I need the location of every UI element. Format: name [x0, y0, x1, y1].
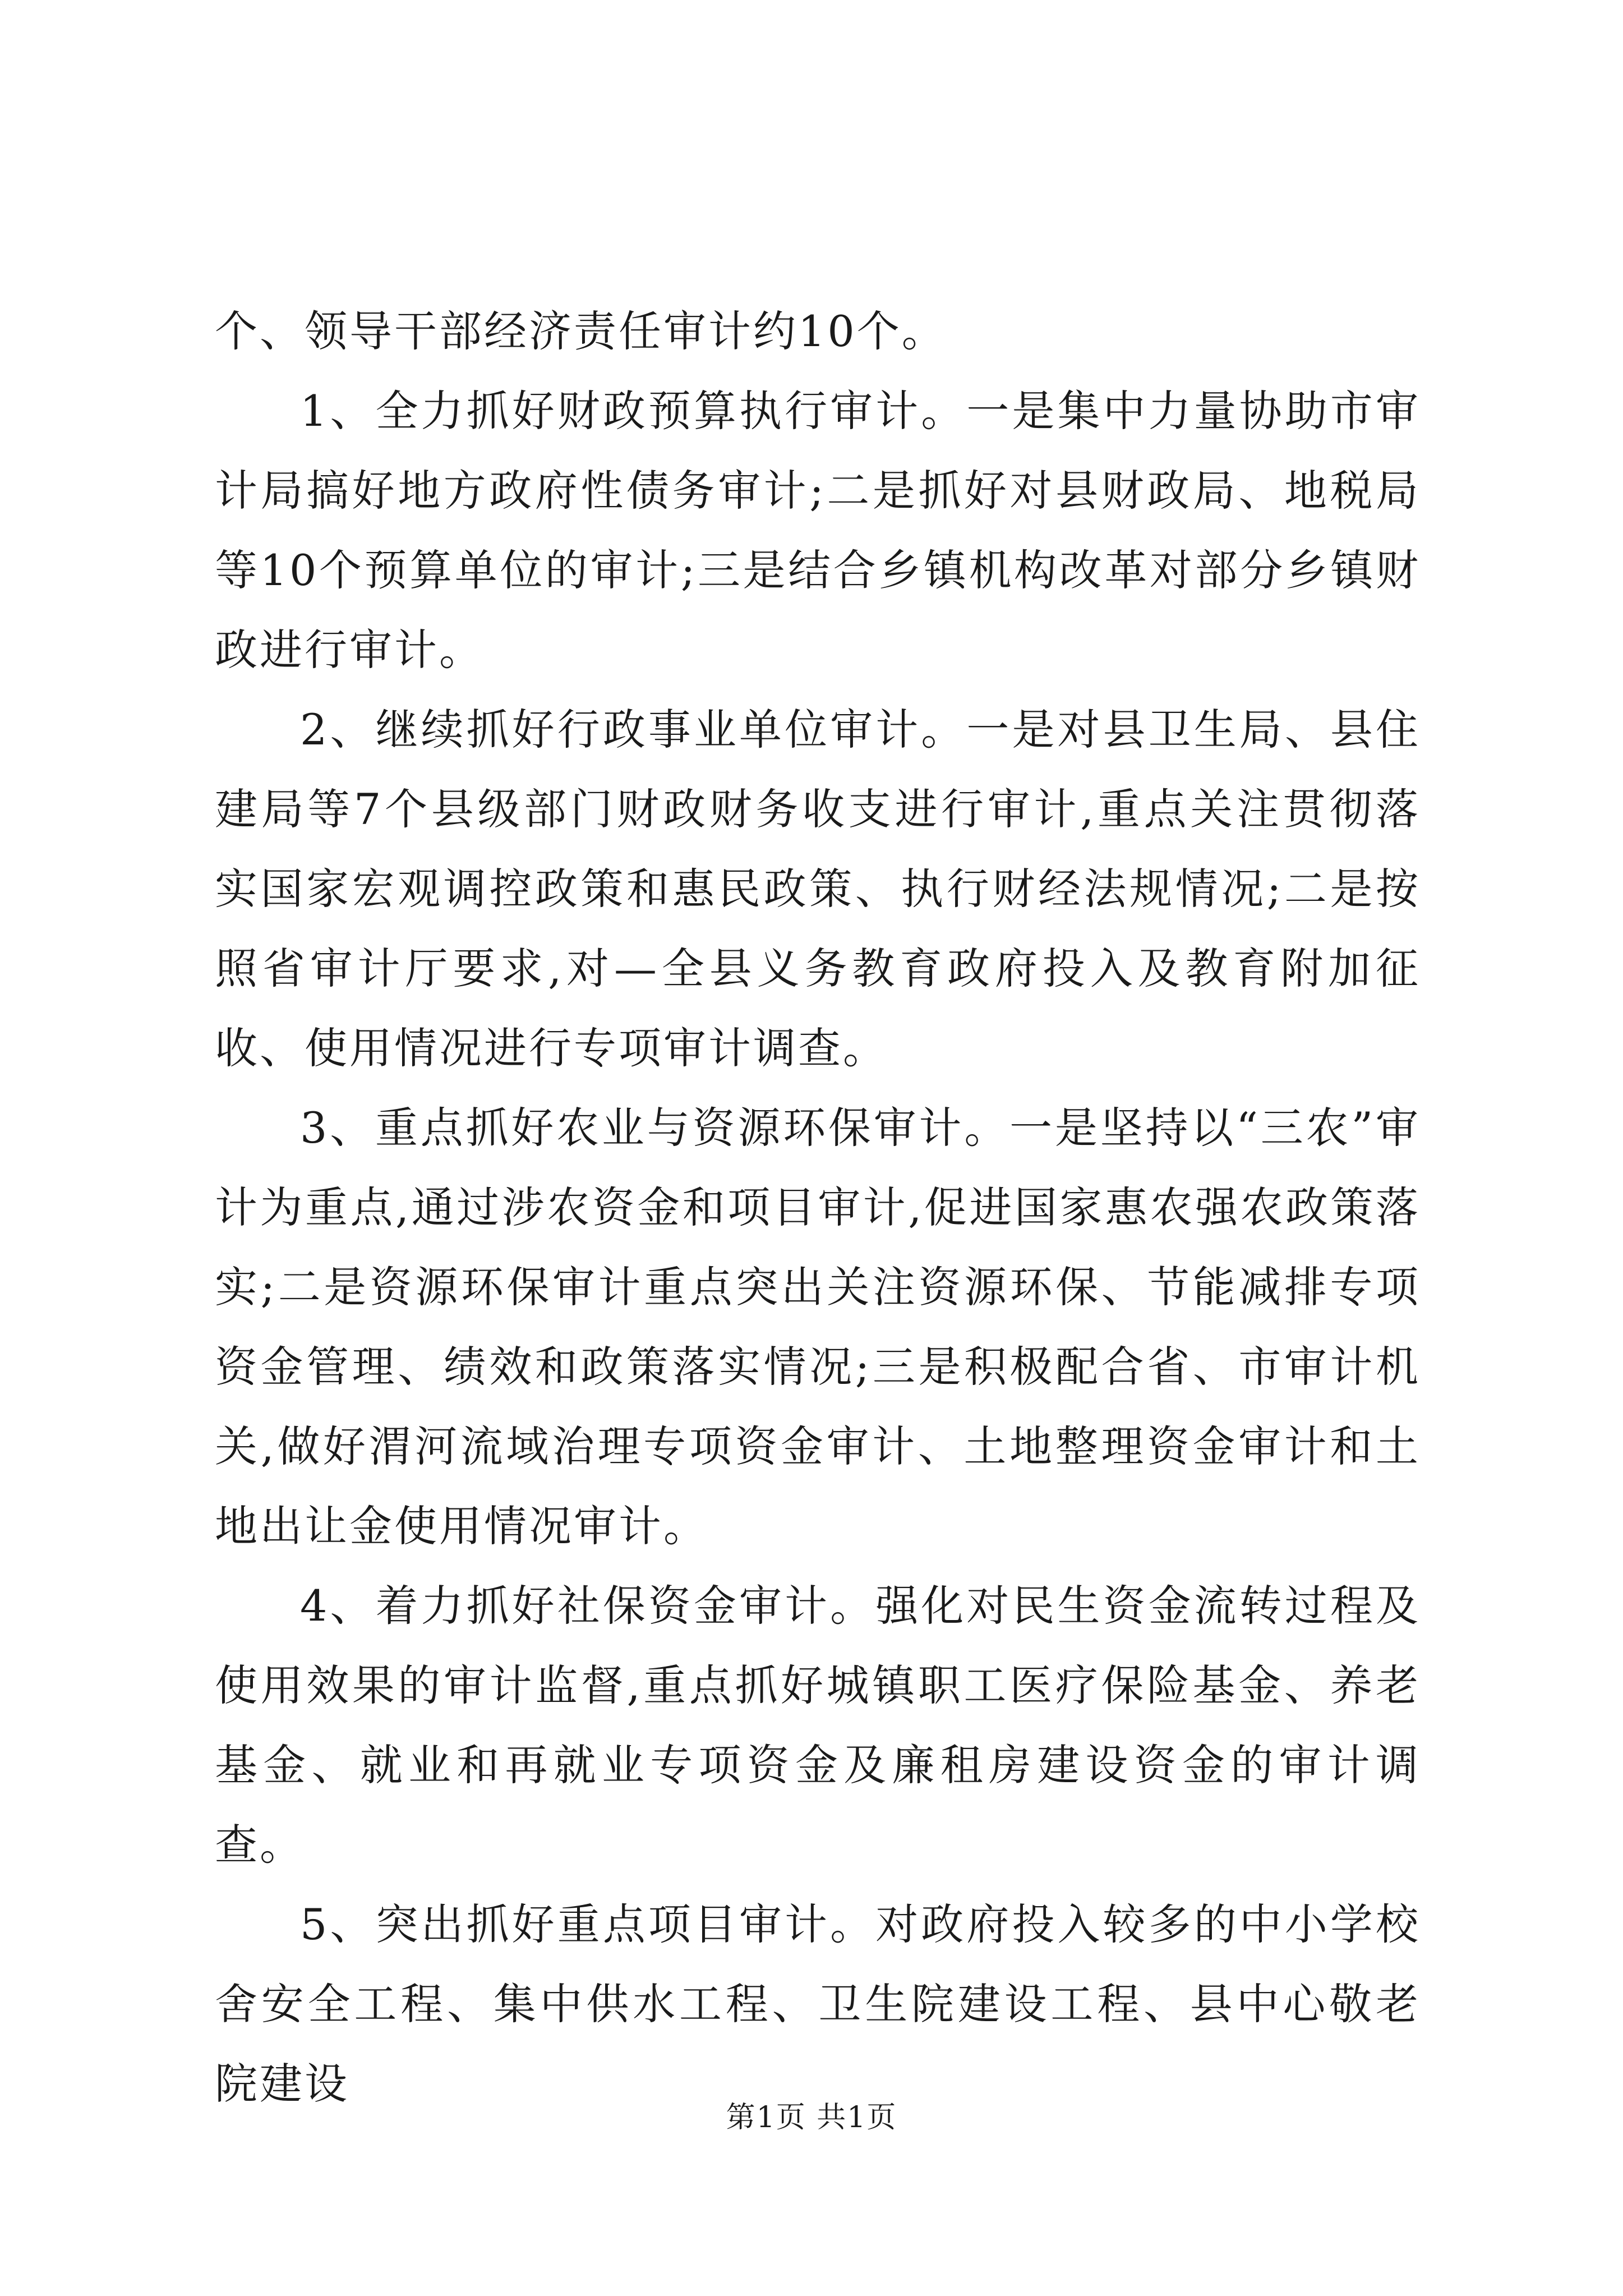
- paragraph-item-1: 1、全力抓好财政预算执行审计。一是集中力量协助市审计局搞好地方政府性债务审计;二是抓好对县财政局、地税局等10个预算单位的审计;三是结合乡镇机构改革对部分乡镇财政进行审计。: [215, 386, 1421, 675]
- page-footer: 第1页 共1页: [726, 2101, 897, 2134]
- paragraph-item-5: 5、突出抓好重点项目审计。对政府投入较多的中小学校舍安全工程、集中供水工程、卫生院建设工程、县中心敬老院建设: [215, 1899, 1421, 2109]
- paragraph-item-2: 2、继续抓好行政事业单位审计。一是对县卫生局、县住建局等7个县级部门财政财务收支进行审计,重点关注贯彻落实国家宏观调控政策和惠民政策、执行财经法规情况;二是按照省审计厅要求,对—全县义务教育政府投入及教育附加征收、使用情况进行专项审计调查。: [215, 705, 1421, 1073]
- paragraph-continuation: 个、领导干部经济责任审计约10个。: [215, 306, 947, 356]
- document-body: [215, 292, 1421, 2124]
- paragraph-item-4: 4、着力抓好社保资金审计。强化对民生资金流转过程及使用效果的审计监督,重点抓好城镇职工医疗保险基金、养老基金、就业和再就业专项资金及廉租房建设资金的审计调查。: [215, 1581, 1421, 1870]
- paragraph-item-3: 3、重点抓好农业与资源环保审计。一是坚持以“三农”审计为重点,通过涉农资金和项目审计,促进国家惠农强农政策落实;二是资源环保审计重点突出关注资源环保、节能减排专项资金管理、绩效和政策落实情况;三是积极配合省、市审计机关,做好渭河流域治理专项资金审计、土地整理资金审计和土地出让金使用情况审计。: [215, 1103, 1421, 1551]
